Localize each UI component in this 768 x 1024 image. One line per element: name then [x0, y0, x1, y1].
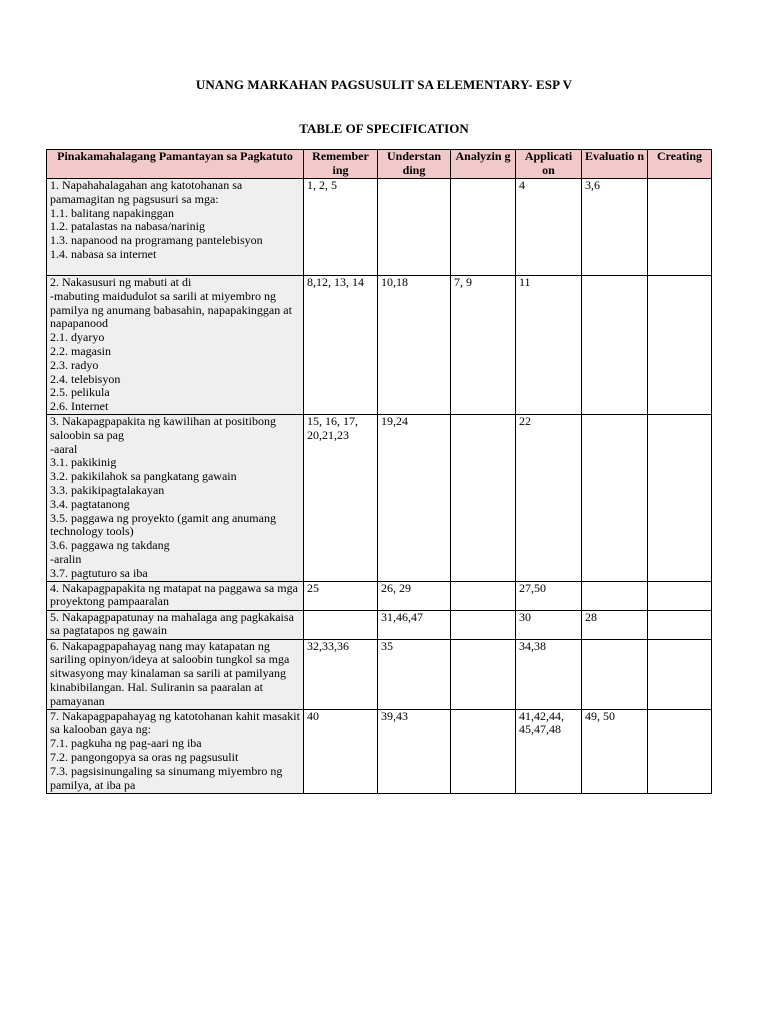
application-cell: 30 — [516, 610, 582, 639]
application-cell: 34,38 — [516, 639, 582, 709]
analyzing-cell — [451, 639, 516, 709]
competency-cell: 4. Nakapagpapakita ng matapat na paggawa sa mga proyektong pampaaralan — [47, 581, 304, 610]
creating-cell — [648, 415, 712, 582]
remembering-cell: 40 — [304, 709, 378, 793]
evaluation-cell — [582, 276, 648, 415]
competency-cell: 1. Napahahalagahan ang katotohanan sa pamamagitan ng pagsusuri sa mga: 1.1. balitang napakinggan 1.2. patalastas na nabasa/narinig 1.3. napanood na programang pantelebisyon 1.4. nabasa sa internet — [47, 179, 304, 276]
application-cell: 27,50 — [516, 581, 582, 610]
remembering-cell: 25 — [304, 581, 378, 610]
header-remembering: Remember ing — [304, 150, 378, 179]
analyzing-cell — [451, 709, 516, 793]
competency-cell: 3. Nakapagpapakita ng kawilihan at positibong saloobin sa pag -aaral 3.1. pakikinig 3.2. pakikilahok sa pangkatang gawain 3.3. pakikipagtalakayan 3.4. pagtatanong 3.5. paggawa ng proyekto (gamit ang anumang technology tools) 3.6. paggawa ng takdang -aralin 3.7. pagtuturo sa iba — [47, 415, 304, 582]
understanding-cell: 19,24 — [378, 415, 451, 582]
header-evaluation: Evaluatio n — [582, 150, 648, 179]
competency-cell: 7. Nakapagpapahayag ng katotohanan kahit masakit sa kalooban gaya ng: 7.1. pagkuha ng pag-aari ng iba 7.2. pangongopya sa oras ng pagsusulit 7.3. pagsisinungaling sa sinumang miyembro ng pamilya, at iba pa — [47, 709, 304, 793]
table-row — [47, 709, 712, 793]
competency-cell: 5. Nakapagpapatunay na mahalaga ang pagkakaisa sa pagtatapos ng gawain — [47, 610, 304, 639]
evaluation-cell: 28 — [582, 610, 648, 639]
understanding-cell: 26, 29 — [378, 581, 451, 610]
remembering-cell: 15, 16, 17, 20,21,23 — [304, 415, 378, 582]
specification-table — [46, 149, 712, 794]
header-understanding: Understan ding — [378, 150, 451, 179]
understanding-cell — [378, 179, 451, 276]
header-application: Applicati on — [516, 150, 582, 179]
table-row — [47, 639, 712, 709]
creating-cell — [648, 276, 712, 415]
header-analyzing: Analyzin g — [451, 150, 516, 179]
table-row — [47, 581, 712, 610]
analyzing-cell — [451, 179, 516, 276]
remembering-cell: 1, 2, 5 — [304, 179, 378, 276]
analyzing-cell — [451, 581, 516, 610]
remembering-cell: 32,33,36 — [304, 639, 378, 709]
header-creating: Creating — [648, 150, 712, 179]
application-cell: 4 — [516, 179, 582, 276]
application-cell: 22 — [516, 415, 582, 582]
analyzing-cell — [451, 610, 516, 639]
header-competency: Pinakamahalagang Pamantayan sa Pagkatuto — [47, 150, 304, 179]
remembering-cell — [304, 610, 378, 639]
competency-cell: 6. Nakapagpapahayag nang may katapatan ng sariling opinyon/ideya at saloobin tungkol sa mga sitwasyong may kinalaman sa sarili at pamilyang kinabibilangan. Hal. Suliranin sa paaralan at pamayanan — [47, 639, 304, 709]
table-row — [47, 415, 712, 582]
evaluation-cell: 3,6 — [582, 179, 648, 276]
document-title: UNANG MARKAHAN PAGSUSULIT SA ELEMENTARY- ESP V — [195, 77, 573, 92]
analyzing-cell: 7, 9 — [451, 276, 516, 415]
table-header-row — [47, 150, 712, 179]
analyzing-cell — [451, 415, 516, 582]
table-row — [47, 179, 712, 276]
table-row — [47, 276, 712, 415]
application-cell: 41,42,44, 45,47,48 — [516, 709, 582, 793]
document-subtitle: TABLE OF SPECIFICATION — [299, 121, 469, 136]
creating-cell — [648, 610, 712, 639]
creating-cell — [648, 581, 712, 610]
table-row — [47, 610, 712, 639]
evaluation-cell — [582, 415, 648, 582]
evaluation-cell: 49, 50 — [582, 709, 648, 793]
understanding-cell: 35 — [378, 639, 451, 709]
understanding-cell: 31,46,47 — [378, 610, 451, 639]
understanding-cell: 39,43 — [378, 709, 451, 793]
creating-cell — [648, 709, 712, 793]
application-cell: 11 — [516, 276, 582, 415]
creating-cell — [648, 639, 712, 709]
creating-cell — [648, 179, 712, 276]
evaluation-cell — [582, 639, 648, 709]
evaluation-cell — [582, 581, 648, 610]
competency-cell: 2. Nakasusuri ng mabuti at di -mabuting maidudulot sa sarili at miyembro ng pamilya ng anumang babasahin, napapakinggan at napapanood 2.1. dyaryo 2.2. magasin 2.3. radyo 2.4. telebisyon 2.5. pelikula 2.6. Internet — [47, 276, 304, 415]
remembering-cell: 8,12, 13, 14 — [304, 276, 378, 415]
understanding-cell: 10,18 — [378, 276, 451, 415]
